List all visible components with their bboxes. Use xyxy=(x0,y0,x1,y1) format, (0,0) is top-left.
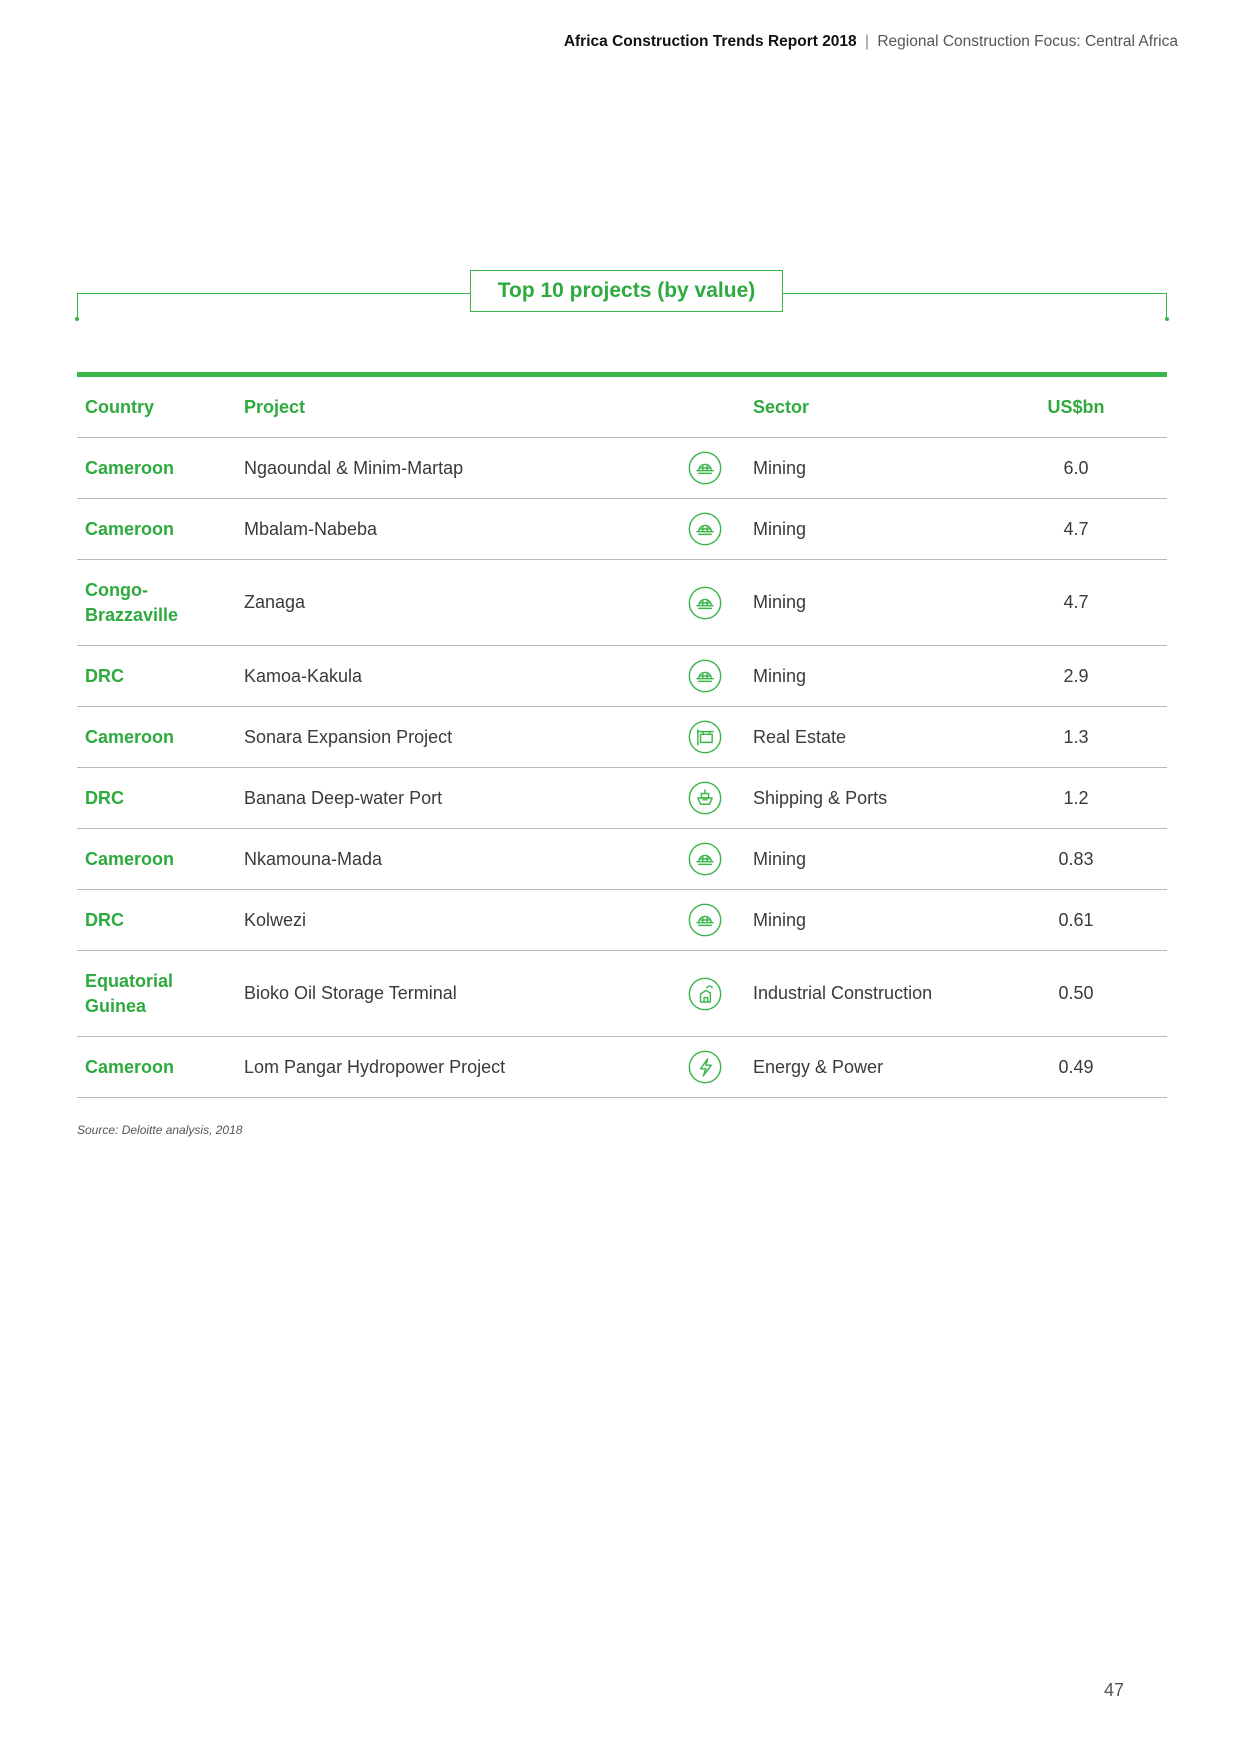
value-cell: 0.49 xyxy=(1058,1056,1094,1077)
table-row xyxy=(77,560,1167,646)
country-cell: Cameroon xyxy=(85,457,175,478)
sector-cell: Real Estate xyxy=(753,726,847,747)
project-cell: Mbalam-Nabeba xyxy=(244,518,378,539)
country-cell: Cameroon xyxy=(85,1056,175,1077)
column-header-country: Country xyxy=(85,396,154,417)
table-header-row xyxy=(77,377,1167,438)
ship-icon xyxy=(686,768,724,828)
table-title: Top 10 projects (by value) xyxy=(470,270,783,312)
mining-helmet-icon xyxy=(686,499,724,559)
value-cell: 4.7 xyxy=(1063,592,1089,612)
country-cell: DRC xyxy=(85,787,124,808)
mining-helmet-icon xyxy=(686,829,724,889)
country-cell: Cameroon xyxy=(85,726,175,747)
table-row xyxy=(77,951,1167,1037)
mining-helmet-icon xyxy=(686,646,724,706)
table-row xyxy=(77,499,1167,560)
sector-cell: Mining xyxy=(753,848,807,869)
value-cell: 1.2 xyxy=(1063,787,1089,808)
table-title-bracket xyxy=(77,270,1167,324)
running-header xyxy=(564,33,1178,51)
project-cell: Zanaga xyxy=(244,592,306,612)
mining-helmet-icon xyxy=(686,560,724,645)
country-cell: DRC xyxy=(85,909,124,930)
value-cell: 2.9 xyxy=(1063,665,1089,686)
sector-cell: Industrial Construction xyxy=(753,983,933,1003)
project-cell: Nkamouna-Mada xyxy=(244,848,383,869)
table-row xyxy=(77,768,1167,829)
table-row xyxy=(77,829,1167,890)
sector-cell: Mining xyxy=(753,665,807,686)
value-cell: 1.3 xyxy=(1063,726,1089,747)
project-cell: Kamoa-Kakula xyxy=(244,665,363,686)
value-cell: 6.0 xyxy=(1063,457,1089,478)
table-row xyxy=(77,707,1167,768)
column-header-project: Project xyxy=(244,396,306,417)
page-number: 47 xyxy=(1104,1680,1125,1700)
sector-cell: Mining xyxy=(753,457,807,478)
project-cell: Lom Pangar Hydropower Project xyxy=(244,1056,506,1077)
projects-table xyxy=(77,372,1167,1098)
project-cell: Sonara Expansion Project xyxy=(244,726,453,747)
value-cell: 0.50 xyxy=(1058,983,1094,1003)
country-cell: Cameroon xyxy=(85,848,175,869)
country-cell: Congo- Brazzaville xyxy=(85,579,179,625)
project-cell: Ngaoundal & Minim-Martap xyxy=(244,457,464,478)
report-title: Africa Construction Trends Report 2018 xyxy=(563,33,857,50)
country-cell: Cameroon xyxy=(85,518,175,539)
sector-cell: Mining xyxy=(753,909,807,930)
column-header-value: US$bn xyxy=(1047,396,1105,417)
section-title: Regional Construction Focus: Central Africa xyxy=(877,33,1178,50)
value-cell: 4.7 xyxy=(1063,518,1089,539)
project-cell: Banana Deep-water Port xyxy=(244,787,443,808)
project-cell: Bioko Oil Storage Terminal xyxy=(244,983,457,1003)
mining-helmet-icon xyxy=(686,438,724,498)
sector-cell: Mining xyxy=(753,518,807,539)
country-cell: DRC xyxy=(85,665,124,686)
sector-cell: Mining xyxy=(753,592,807,612)
sector-cell: Shipping & Ports xyxy=(753,787,888,808)
source-note: Source: Deloitte analysis, 2018 xyxy=(77,1123,243,1137)
project-cell: Kolwezi xyxy=(244,909,307,930)
column-header-sector: Sector xyxy=(753,396,810,417)
country-cell: Equatorial Guinea xyxy=(85,970,174,1016)
table-row xyxy=(77,1037,1167,1098)
real-estate-sign-icon xyxy=(686,707,724,767)
industrial-building-icon xyxy=(686,951,724,1036)
table-row xyxy=(77,438,1167,499)
value-cell: 0.83 xyxy=(1058,848,1094,869)
sector-cell: Energy & Power xyxy=(753,1056,884,1077)
value-cell: 0.61 xyxy=(1058,909,1094,930)
table-row xyxy=(77,646,1167,707)
mining-helmet-icon xyxy=(686,890,724,950)
lightning-bolt-icon xyxy=(686,1037,724,1097)
header-separator: | xyxy=(864,33,870,50)
table-row xyxy=(77,890,1167,951)
